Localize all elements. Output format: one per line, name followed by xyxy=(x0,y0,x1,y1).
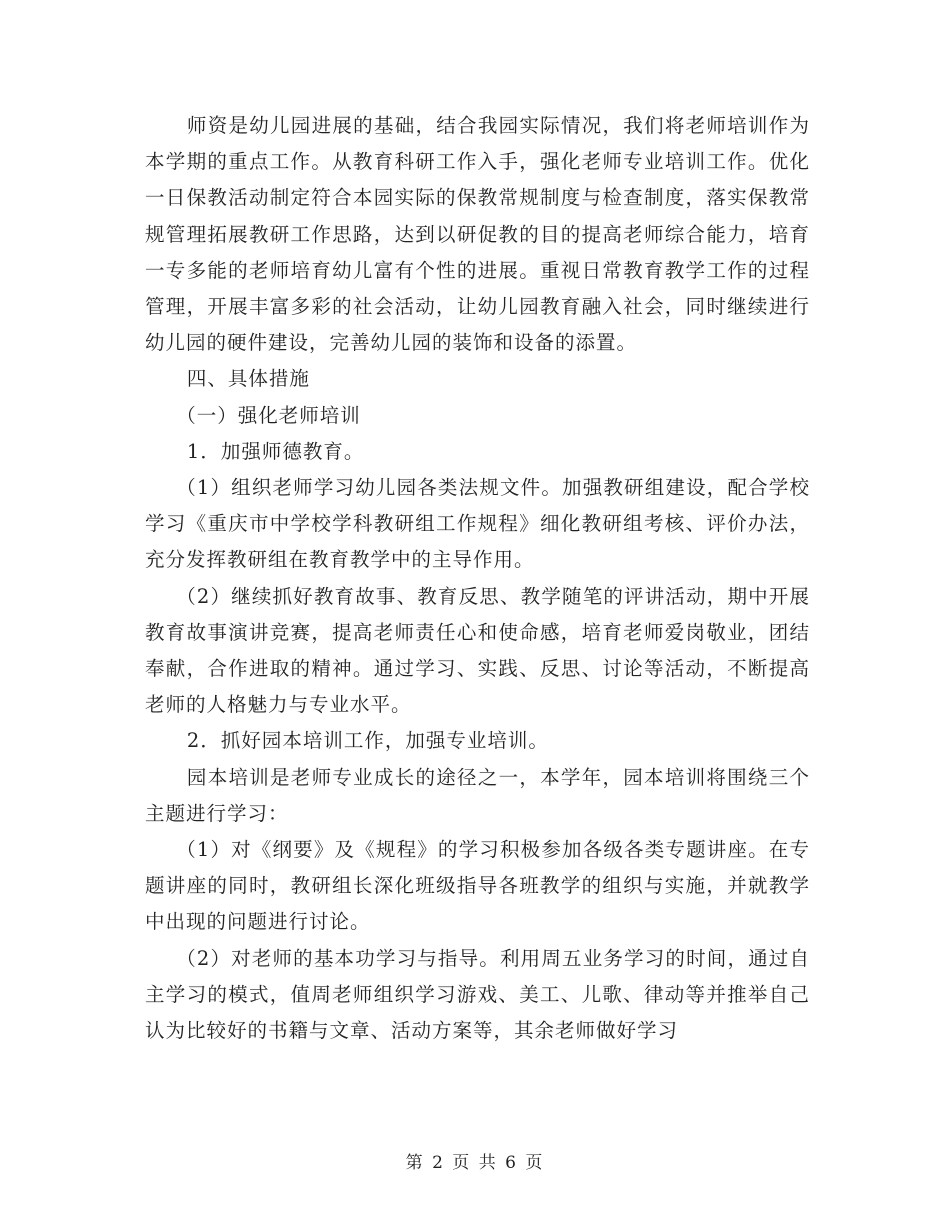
item-heading-ethics: 1．加强师德教育。 xyxy=(186,439,365,463)
paragraph-item-2-1: （1）对《纲要》及《规程》的学习积极参加各级各类专题讲座。在专题讲座的同时，教研组长深化班级指导各班教学的组织与实施，并就教学中出现的问题进行讨论。 xyxy=(145,838,810,934)
item-heading-school-training: 2．抓好园本培训工作，加强专业培训。 xyxy=(186,729,549,753)
paragraph-school-training: 园本培训是老师专业成长的途径之一，本学年，园本培训将围绕三个主题进行学习： xyxy=(145,765,810,825)
paragraph-intro: 师资是幼儿园进展的基础，结合我园实际情况，我们将老师培训作为本学期的重点工作。从教育科研工作入手，强化老师专业培训工作。优化一日保教活动制定符合本园实际的保教常规制度与检查制度，落实保教常规管理拓展教研工作思路，达到以研促教的目的提高老师综合能力，培育一专多能的老师培育幼儿富有个性的进展。重视日常教育教学工作的过程管理，开展丰富多彩的社会活动，让幼儿园教育融入社会，同时继续进行幼儿园的硬件建设，完善幼儿园的装饰和设备的添置。 xyxy=(145,114,810,355)
paragraph-item-1-2: （2）继续抓好教育故事、教育反思、教学随笔的评讲活动，期中开展教育故事演讲竞赛，提高老师责任心和使命感，培育老师爱岗敬业，团结奉献，合作进取的精神。通过学习、实践、反思、讨论等活动，不断提高老师的人格魅力与专业水平。 xyxy=(145,584,810,717)
body-text xyxy=(145,108,810,1049)
paragraph-item-2-2: （2）对老师的基本功学习与指导。利用周五业务学习的时间，通过自主学习的模式，值周老师组织学习游戏、美工、儿歌、律动等并推举自己认为比较好的书籍与文章、活动方案等，其余老师做好学习 xyxy=(145,946,810,1043)
subsection-heading-training: （一）强化老师培训 xyxy=(176,403,361,427)
section-heading-measures: 四、具体措施 xyxy=(186,367,310,391)
page-number-footer: 第 2 页 共 6 页 xyxy=(405,1153,545,1173)
paragraph-item-1-1: （1）组织老师学习幼儿园各类法规文件。加强教研组建设，配合学校学习《重庆市中学校学科教研组工作规程》细化教研组考核、评价办法，充分发挥教研组在教育教学中的主导作用。 xyxy=(145,476,810,572)
